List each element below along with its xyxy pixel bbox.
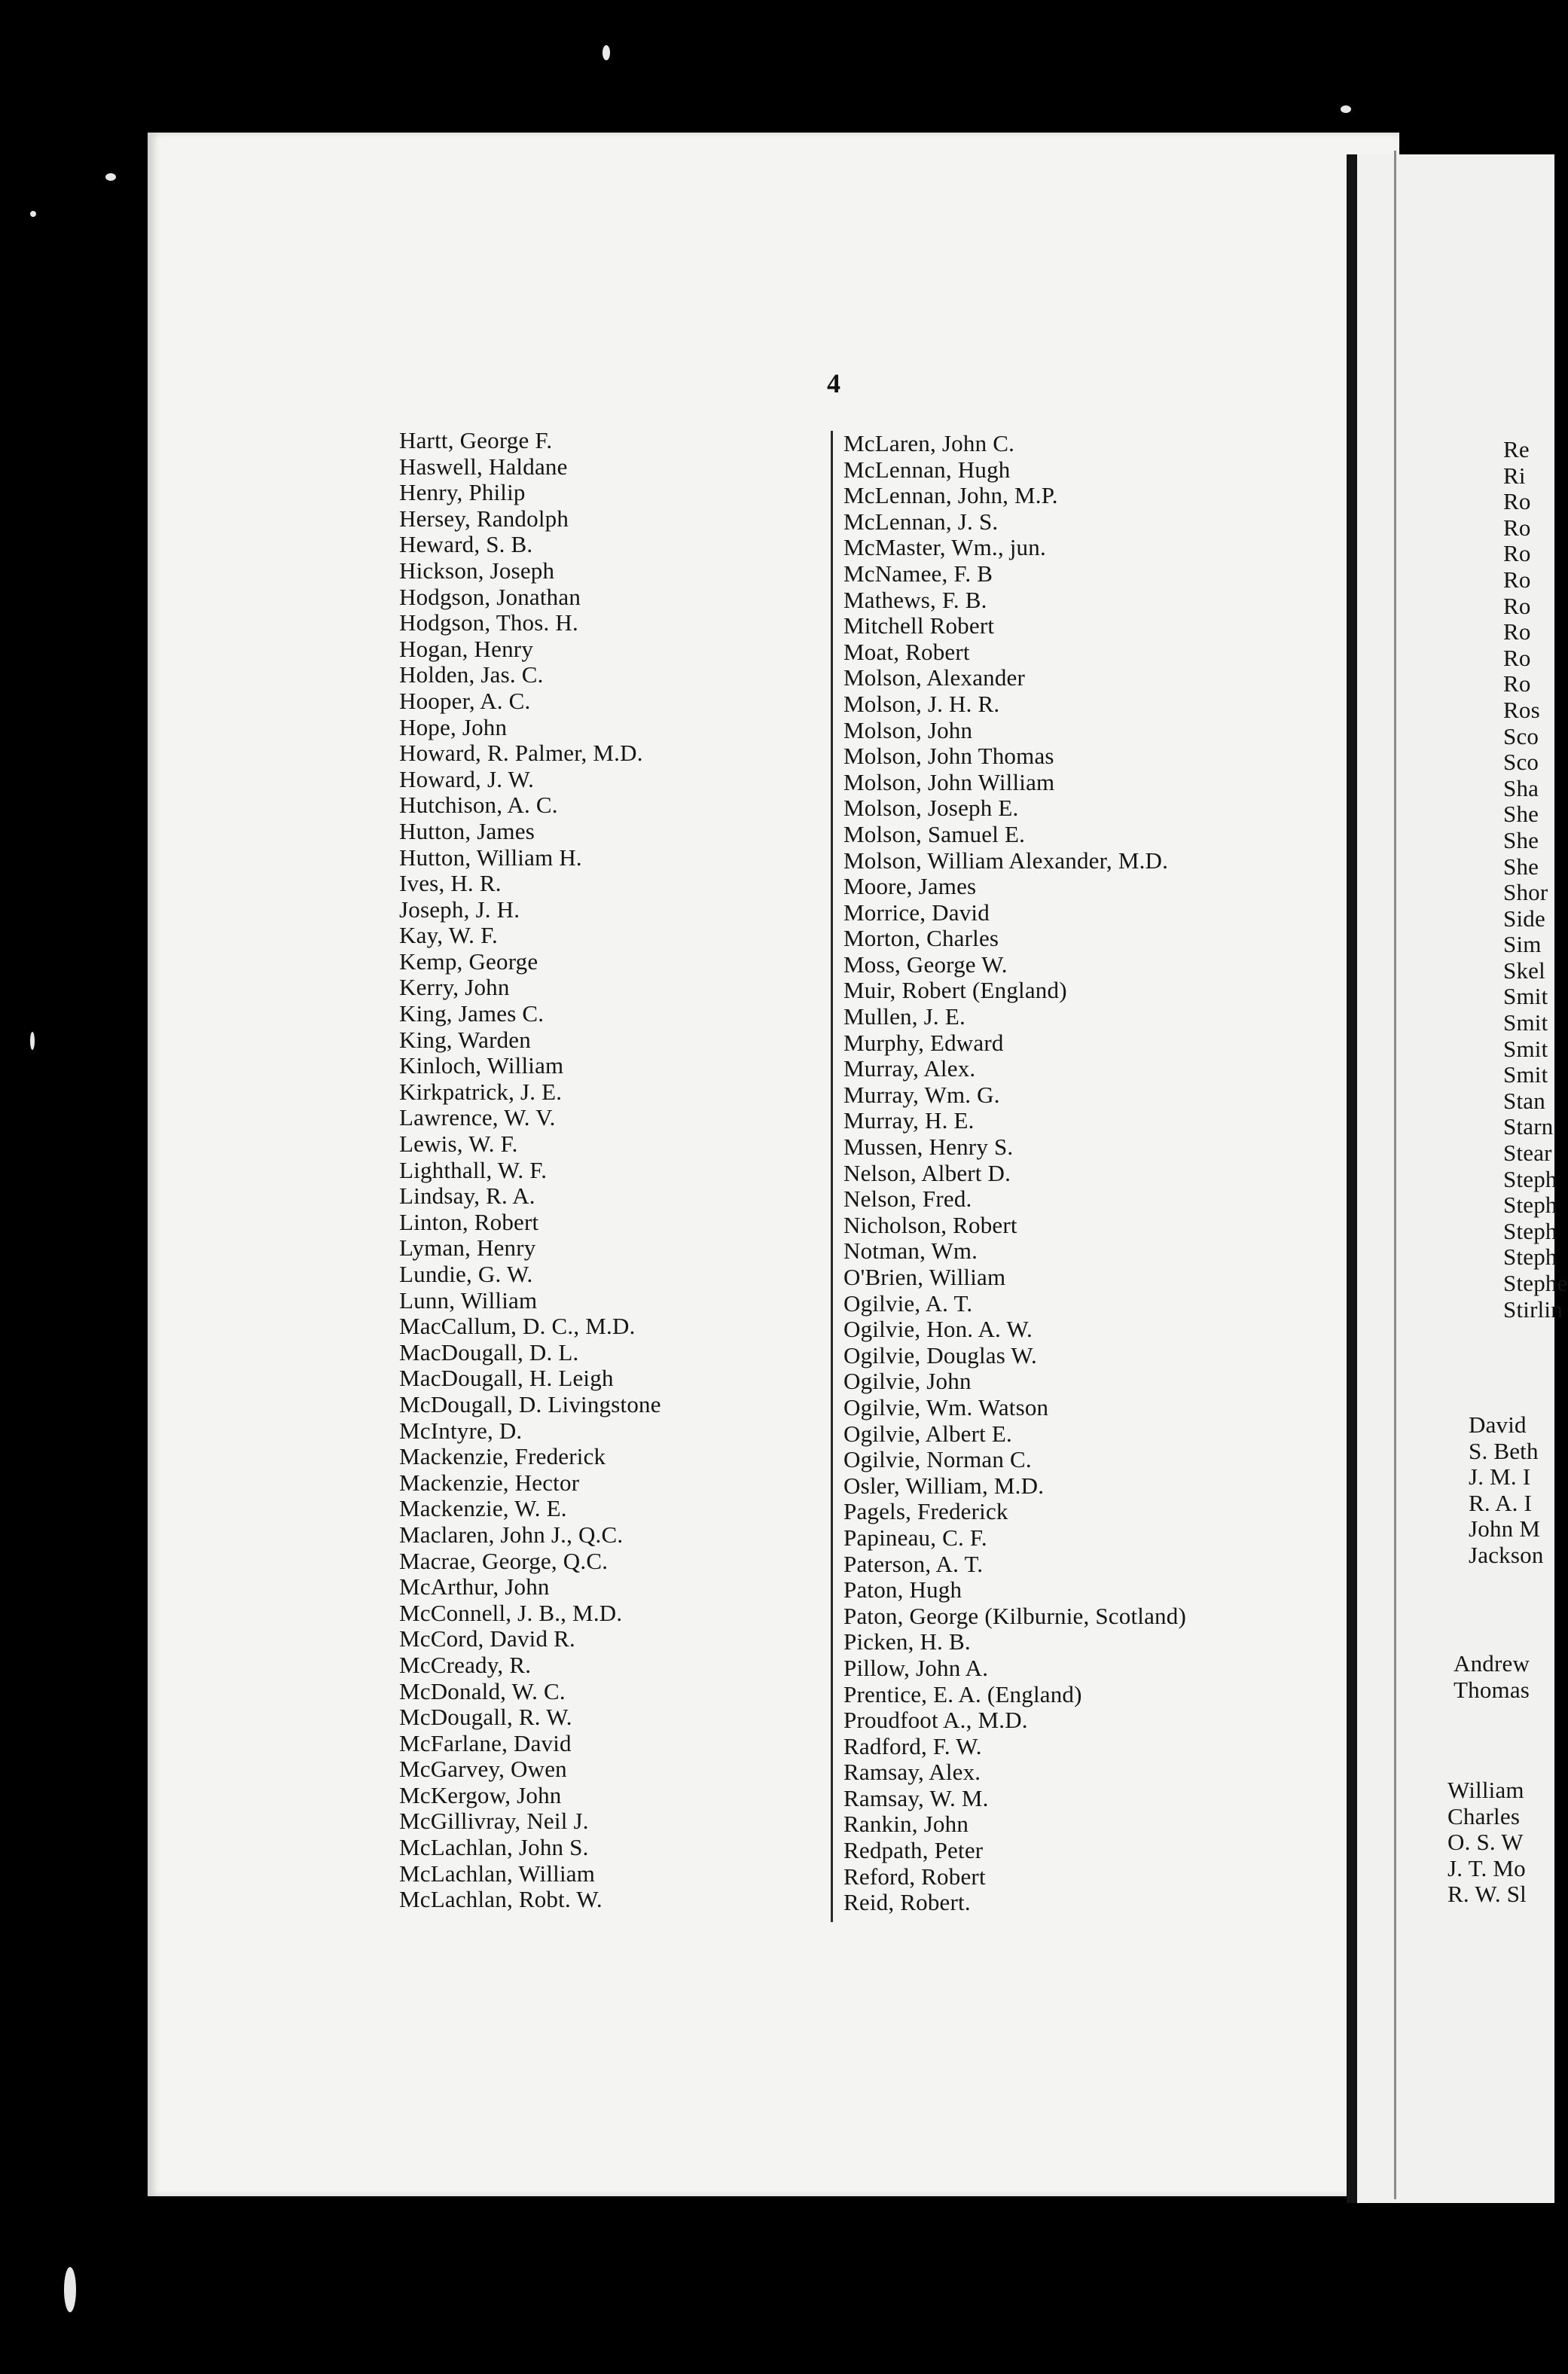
name-entry: Sha <box>1503 774 1539 801</box>
column-divider <box>831 431 833 1922</box>
name-entry: McKergow, John <box>399 1781 562 1808</box>
name-entry: Osler, William, M.D. <box>843 1472 1045 1499</box>
name-entry: Murray, Wm. G. <box>843 1081 1000 1108</box>
name-entry: Hooper, A. C. <box>399 687 531 714</box>
scan-speck <box>602 45 610 60</box>
scan-speck <box>30 1032 35 1050</box>
name-entry: J. M. I <box>1469 1463 1531 1491</box>
name-entry: Paterson, A. T. <box>843 1550 984 1577</box>
name-entry: McNamee, F. B <box>843 560 993 587</box>
name-entry: Ramsay, Alex. <box>843 1759 981 1786</box>
name-entry: Steph <box>1503 1165 1557 1192</box>
name-entry: Hutchison, A. C. <box>399 792 558 819</box>
name-entry: McCord, David R. <box>399 1625 575 1652</box>
name-entry: MacDougall, D. L. <box>399 1338 579 1366</box>
name-entry: McLennan, John, M.P. <box>843 482 1058 509</box>
name-entry: O'Brien, William <box>843 1264 1006 1290</box>
name-entry: King, James C. <box>399 1000 545 1027</box>
right-page-name-fragments-d <box>1448 1777 1527 1908</box>
name-entry: Ro <box>1503 592 1531 619</box>
name-entry: Haswell, Haldane <box>399 453 568 480</box>
name-entry: John M <box>1469 1515 1541 1542</box>
name-entry: Stear <box>1503 1140 1552 1167</box>
name-entry: Ogilvie, A. T. <box>843 1289 973 1317</box>
name-entry: McLennan, J. S. <box>843 508 999 535</box>
scan-speck <box>1341 105 1351 113</box>
name-entry: McDougall, D. Livingstone <box>399 1390 661 1417</box>
name-entry: O. S. W <box>1448 1829 1524 1856</box>
name-entry: Kay, W. F. <box>399 922 498 949</box>
name-entry: Side <box>1503 905 1545 932</box>
name-entry: Kemp, George <box>399 947 538 975</box>
name-entry: Hope, John <box>399 713 508 740</box>
name-entry: Molson, Samuel E. <box>843 820 1026 847</box>
name-entry: Molson, John <box>843 716 973 743</box>
name-entry: Molson, J. H. R. <box>843 690 1000 717</box>
name-entry: R. A. I <box>1469 1489 1533 1516</box>
name-entry: Linton, Robert <box>399 1208 539 1235</box>
name-entry: Moore, James <box>843 873 977 900</box>
name-entry: Proudfoot A., M.D. <box>843 1707 1028 1734</box>
name-entry: Ogilvie, Douglas W. <box>843 1341 1037 1369</box>
name-entry: Ogilvie, Albert E. <box>843 1420 1013 1447</box>
name-entry: Smit <box>1503 1061 1548 1088</box>
name-entry: Steph <box>1503 1243 1557 1271</box>
name-entry: Mackenzie, Frederick <box>399 1443 606 1470</box>
name-entry: Ro <box>1503 488 1531 515</box>
name-entry: Ro <box>1503 540 1531 567</box>
name-entry: Papineau, C. F. <box>843 1524 987 1551</box>
name-entry: Stan <box>1503 1087 1545 1114</box>
name-entry: Paton, Hugh <box>843 1576 962 1604</box>
name-entry: Pagels, Frederick <box>843 1498 1008 1525</box>
name-entry: MacCallum, D. C., M.D. <box>399 1313 636 1340</box>
name-entry: Prentice, E. A. (England) <box>843 1680 1082 1707</box>
name-entry: She <box>1503 826 1539 853</box>
name-entry: Lewis, W. F. <box>399 1131 518 1158</box>
name-entry: Hartt, George F. <box>399 427 553 453</box>
name-entry: Kirkpatrick, J. E. <box>399 1078 563 1105</box>
name-entry: Reford, Robert <box>843 1863 986 1890</box>
name-entry: Howard, R. Palmer, M.D. <box>399 740 643 767</box>
name-entry: Charles <box>1448 1802 1521 1829</box>
name-entry: Lindsay, R. A. <box>399 1182 535 1210</box>
name-entry: Lawrence, W. V. <box>399 1104 556 1131</box>
name-entry: Paton, George (Kilburnie, Scotland) <box>843 1602 1186 1629</box>
left-page <box>148 133 1399 2196</box>
name-entry: McConnell, J. B., M.D. <box>399 1599 623 1626</box>
right-page-name-fragments-b <box>1469 1412 1544 1569</box>
name-entry: Hutton, William H. <box>399 844 582 871</box>
name-entry: McDougall, R. W. <box>399 1704 572 1731</box>
name-entry: McIntyre, D. <box>399 1417 523 1444</box>
name-entry: Henry, Philip <box>399 479 526 506</box>
name-entry: Stirlin <box>1503 1295 1563 1323</box>
scan-speck <box>30 211 36 217</box>
scan-speck <box>64 2267 76 2312</box>
name-entry: Andrew <box>1454 1650 1530 1677</box>
name-entry: J. T. Mo <box>1448 1854 1526 1881</box>
name-entry: Steph <box>1503 1217 1557 1244</box>
name-entry: Nelson, Albert D. <box>843 1159 1011 1186</box>
name-entry: Hodgson, Jonathan <box>399 583 581 610</box>
name-entry: Sco <box>1503 722 1539 749</box>
name-entry: Ro <box>1503 566 1531 593</box>
name-entry: Muir, Robert (England) <box>843 977 1067 1004</box>
name-entry: Ro <box>1503 644 1531 671</box>
name-entry: McFarlane, David <box>399 1729 572 1756</box>
name-entry: Thomas <box>1454 1676 1530 1703</box>
name-entry: Murray, H. E. <box>843 1107 975 1134</box>
name-entry: Maclaren, John J., Q.C. <box>399 1521 624 1548</box>
name-entry: Murphy, Edward <box>843 1029 1004 1056</box>
name-entry: Mathews, F. B. <box>843 586 987 613</box>
name-entry: Ros <box>1503 696 1540 723</box>
name-entry: Molson, John William <box>843 768 1055 795</box>
name-entry: McArthur, John <box>399 1573 550 1600</box>
name-entry: McDonald, W. C. <box>399 1677 566 1704</box>
name-entry: Kinloch, William <box>399 1052 564 1079</box>
name-entry: Lyman, Henry <box>399 1234 536 1262</box>
name-entry: Moss, George W. <box>843 951 1008 978</box>
name-entry: McLachlan, William <box>399 1860 596 1887</box>
name-entry: Mackenzie, W. E. <box>399 1495 567 1522</box>
name-entry: She <box>1503 853 1539 880</box>
name-entry: She <box>1503 801 1539 828</box>
name-entry: Moat, Robert <box>843 638 970 665</box>
name-entry: Re <box>1503 436 1530 462</box>
name-entry: Picken, H. B. <box>843 1628 971 1655</box>
name-entry: Sco <box>1503 749 1539 776</box>
name-entry: Heward, S. B. <box>399 531 533 558</box>
name-entry: Lundie, G. W. <box>399 1261 533 1287</box>
name-entry: McGarvey, Owen <box>399 1756 567 1783</box>
name-entry: McMaster, Wm., jun. <box>843 534 1046 561</box>
name-entry: Howard, J. W. <box>399 765 535 792</box>
name-entry: Ri <box>1503 462 1526 489</box>
name-entry: Redpath, Peter <box>843 1837 984 1864</box>
name-entry: Holden, Jas. C. <box>399 661 544 688</box>
name-entry: Smit <box>1503 1035 1548 1062</box>
name-entry: McLachlan, Robt. W. <box>399 1886 602 1913</box>
name-entry: Mitchell Robert <box>843 612 995 639</box>
name-entry: Shor <box>1503 879 1548 906</box>
name-entry: Hutton, James <box>399 817 535 844</box>
name-entry: Rankin, John <box>843 1811 969 1838</box>
name-entry: Ogilvie, Wm. Watson <box>843 1393 1049 1420</box>
name-entry: Morrice, David <box>843 899 990 926</box>
name-entry: Ro <box>1503 670 1531 697</box>
left-name-column <box>399 428 661 1913</box>
name-entry: Kerry, John <box>399 974 510 1001</box>
name-entry: Skel <box>1503 957 1545 984</box>
name-entry: Ro <box>1503 514 1531 541</box>
name-entry: Molson, William Alexander, M.D. <box>843 847 1169 874</box>
name-entry: Smit <box>1503 983 1548 1010</box>
name-entry: Joseph, J. H. <box>399 896 520 923</box>
name-entry: William <box>1448 1777 1524 1803</box>
name-entry: Reid, Robert. <box>843 1889 971 1916</box>
name-entry: Molson, Joseph E. <box>843 795 1019 822</box>
name-entry: Lighthall, W. F. <box>399 1156 548 1183</box>
name-entry: Sim <box>1503 931 1542 958</box>
middle-name-column <box>843 431 1186 1916</box>
name-entry: Macrae, George, Q.C. <box>399 1547 609 1574</box>
name-entry: McLachlan, John S. <box>399 1834 589 1861</box>
name-entry: Hickson, Joseph <box>399 557 555 584</box>
name-entry: Smit <box>1503 1009 1548 1036</box>
name-entry: Molson, Alexander <box>843 664 1026 691</box>
name-entry: Steph <box>1503 1192 1557 1219</box>
name-entry: Lunn, William <box>399 1286 538 1314</box>
name-entry: McCready, R. <box>399 1651 532 1678</box>
name-entry: McLaren, John C. <box>843 430 1015 456</box>
scan-speck <box>105 173 116 181</box>
page-number: 4 <box>827 368 840 398</box>
name-entry: Mussen, Henry S. <box>843 1134 1014 1161</box>
name-entry: Ives, H. R. <box>399 870 502 897</box>
name-entry: Pillow, John A. <box>843 1654 989 1681</box>
name-entry: McLennan, Hugh <box>843 456 1011 483</box>
name-entry: Hersey, Randolph <box>399 505 569 532</box>
name-entry: David <box>1469 1411 1527 1438</box>
name-entry: Morton, Charles <box>843 925 999 952</box>
name-entry: Starn <box>1503 1113 1554 1140</box>
name-entry: King, Warden <box>399 1026 531 1053</box>
name-entry: Mullen, J. E. <box>843 1003 966 1030</box>
right-page-name-fragments-a <box>1503 437 1568 1323</box>
right-page-name-fragments-c <box>1454 1651 1530 1703</box>
name-entry: Ogilvie, Norman C. <box>843 1446 1032 1473</box>
name-entry: Radford, F. W. <box>843 1732 982 1759</box>
name-entry: Ramsay, W. M. <box>843 1784 989 1811</box>
name-entry: S. Beth <box>1469 1437 1539 1464</box>
name-entry: McGillivray, Neil J. <box>399 1808 589 1835</box>
name-entry: Stephe <box>1503 1270 1568 1296</box>
name-entry: Mackenzie, Hector <box>399 1469 580 1496</box>
name-entry: Hodgson, Thos. H. <box>399 609 578 636</box>
name-entry: Hogan, Henry <box>399 635 534 662</box>
name-entry: MacDougall, H. Leigh <box>399 1365 614 1392</box>
name-entry: Notman, Wm. <box>843 1237 978 1265</box>
name-entry: Ogilvie, Hon. A. W. <box>843 1316 1033 1343</box>
name-entry: Ro <box>1503 618 1531 645</box>
name-entry: Jackson <box>1469 1541 1544 1568</box>
name-entry: Molson, John Thomas <box>843 743 1054 770</box>
name-entry: Nicholson, Robert <box>843 1211 1017 1238</box>
name-entry: Nelson, Fred. <box>843 1185 972 1213</box>
name-entry: R. W. Sl <box>1448 1881 1527 1908</box>
name-entry: Ogilvie, John <box>843 1368 972 1395</box>
name-entry: Murray, Alex. <box>843 1055 976 1082</box>
page-gutter <box>1394 151 1396 2199</box>
